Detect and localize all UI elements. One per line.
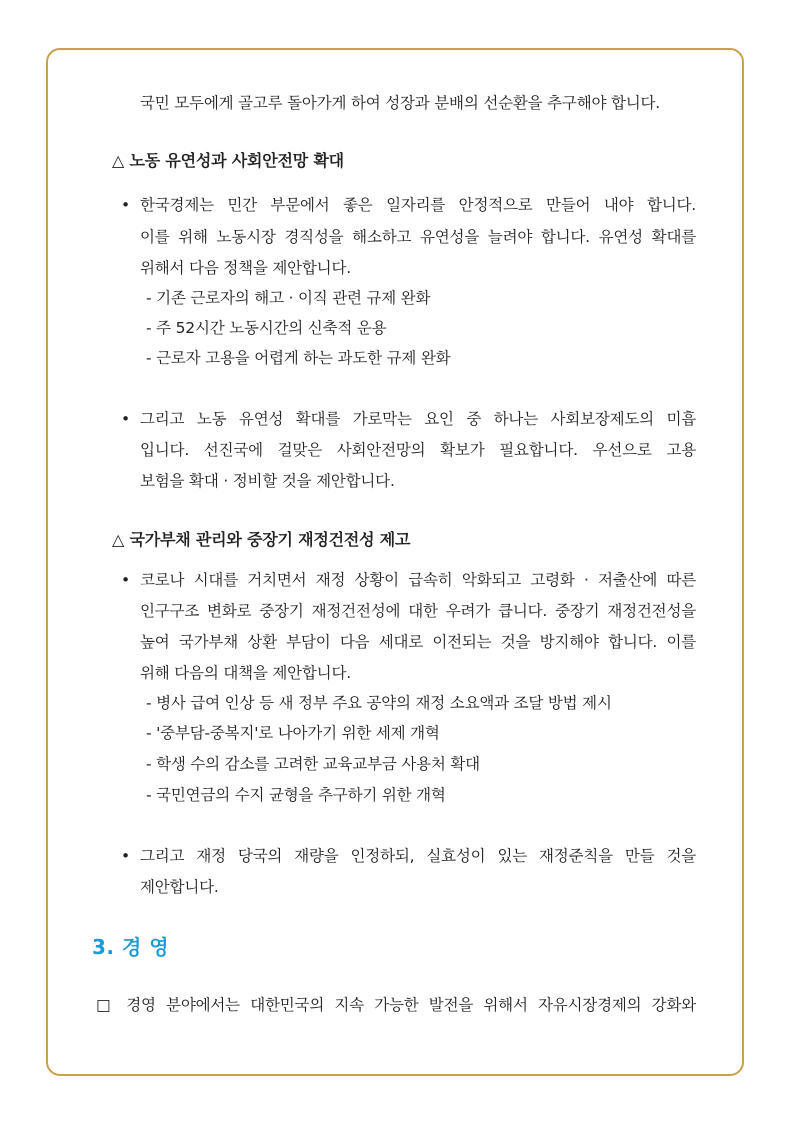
section2-subitem3: - 학생 수의 감소를 고려한 교육교부금 사용처 확대 — [146, 755, 480, 773]
section1-bullet1-line1: 한국경제는 민간 부문에서 좋은 일자리를 안정적으로 만들어 내야 합니다. — [140, 196, 696, 214]
section1-bullet2-mark: • — [121, 410, 131, 428]
section2-bullet2-line2: 제안합니다. — [140, 878, 219, 896]
section2-bullet1-line1: 코로나 시대를 거치면서 재정 상황이 급속히 악화되고 고령화 · 저출산에 따른 — [140, 571, 696, 589]
section1-bullet2-line2: 입니다. 선진국에 걸맞은 사회안전망의 확보가 필요합니다. 우선으로 고용 — [140, 441, 696, 459]
section2-bullet1-mark: • — [121, 571, 131, 589]
section2-subitem1: - 병사 급여 인상 등 새 정부 주요 공약의 재정 소요액과 조달 방법 제시 — [146, 694, 612, 712]
intro-line: 국민 모두에게 골고루 돌아가게 하여 성장과 분배의 선순환을 추구해야 합니다. — [140, 94, 661, 112]
section2-bullet1-line3: 높여 국가부채 상환 부담이 다음 세대로 이전되는 것을 방지해야 합니다. 이를 — [140, 633, 696, 651]
section1-heading: △ 노동 유연성과 사회안전망 확대 — [112, 151, 344, 170]
section2-bullet2-mark: • — [121, 847, 131, 865]
section1-bullet2-line3: 보험을 확대 · 정비할 것을 제안합니다. — [140, 472, 395, 490]
section1-bullet2-line1: 그리고 노동 유연성 확대를 가로막는 요인 중 하나는 사회보장제도의 미흡 — [140, 410, 696, 428]
section2-subitem2: - '중부담-중복지'로 나아가기 위한 세제 개혁 — [146, 724, 440, 742]
section1-subitem1: - 기존 근로자의 해고 · 이직 관련 규제 완화 — [146, 289, 431, 307]
section2-bullet1-line2: 인구구조 변화로 중장기 재정건전성에 대한 우려가 큽니다. 중장기 재정건전성을 — [140, 602, 696, 620]
section3-line: □ 경영 분야에서는 대한민국의 지속 가능한 발전을 위해서 자유시장경제의 강화와 — [96, 996, 696, 1014]
section3-title: 3. 경 영 — [92, 935, 170, 959]
section1-bullet1-mark: • — [121, 196, 131, 214]
section2-bullet1-line4: 위해 다음의 대책을 제안합니다. — [140, 664, 351, 682]
section2-bullet2-line1: 그리고 재정 당국의 재량을 인정하되, 실효성이 있는 재정준칙을 만들 것을 — [140, 847, 696, 865]
section2-subitem4: - 국민연금의 수지 균형을 추구하기 위한 개혁 — [146, 786, 446, 804]
section1-bullet1-line3: 위해서 다음 정책을 제안합니다. — [140, 259, 351, 277]
section1-bullet1-line2: 이를 위해 노동시장 경직성을 해소하고 유연성을 늘려야 합니다. 유연성 확대를 — [140, 228, 696, 246]
section1-subitem2: - 주 52시간 노동시간의 신축적 운용 — [146, 319, 387, 337]
section1-subitem3: - 근로자 고용을 어렵게 하는 과도한 규제 완화 — [146, 349, 451, 367]
section2-heading: △ 국가부채 관리와 중장기 재정건전성 제고 — [112, 530, 411, 549]
